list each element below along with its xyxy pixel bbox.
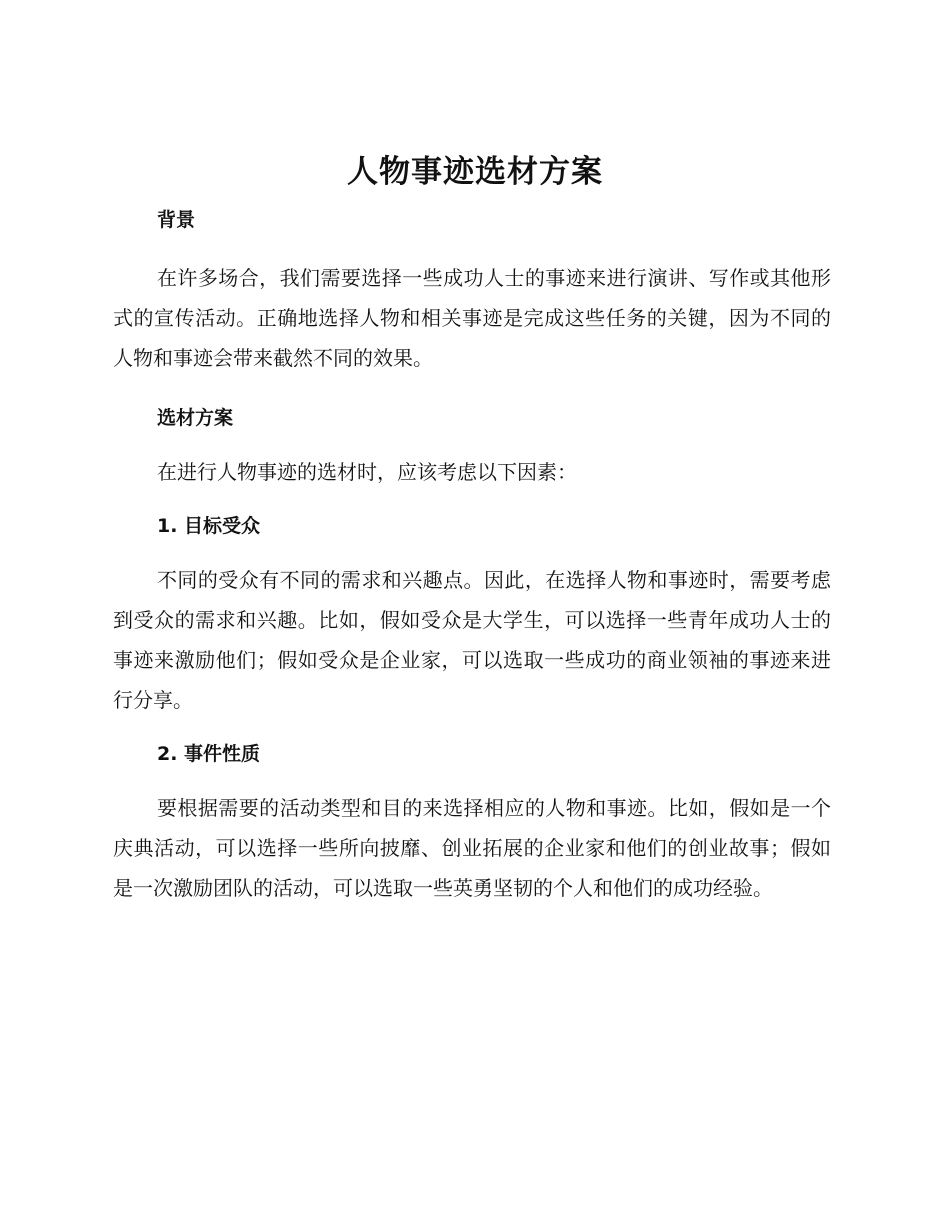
event-nature-paragraph: 要根据需要的活动类型和目的来选择相应的人物和事迹。比如，假如是一个庆典活动，可以选择一些所向披靡、创业拓展的企业家和他们的创业故事；假如是一次激励团队的活动，可以选取一些英勇坚韧的个人和他们的成功经验。 bbox=[113, 796, 831, 900]
background-paragraph: 在许多场合，我们需要选择一些成功人士的事迹来进行演讲、写作或其他形式的宣传活动。正确地选择人物和相关事迹是完成这些任务的关键，因为不同的人物和事迹会带来截然不同的效果。 bbox=[113, 266, 831, 370]
section-heading-background: 背景 bbox=[157, 209, 196, 231]
document-title: 人物事迹选材方案 bbox=[347, 154, 603, 190]
section-heading-target-audience: 1. 目标受众 bbox=[157, 515, 261, 537]
section-heading-plan: 选材方案 bbox=[157, 407, 234, 429]
section-event-nature bbox=[113, 736, 831, 908]
section-background bbox=[113, 202, 831, 378]
section-heading-event-nature: 2. 事件性质 bbox=[157, 743, 261, 765]
plan-intro-paragraph: 在进行人物事迹的选材时，应该考虑以下因素： bbox=[157, 460, 577, 484]
section-plan bbox=[113, 400, 831, 492]
section-target-audience bbox=[113, 508, 831, 720]
target-audience-paragraph: 不同的受众有不同的需求和兴趣点。因此，在选择人物和事迹时，需要考虑到受众的需求和兴趣。比如，假如受众是大学生，可以选择一些青年成功人士的事迹来激励他们；假如受众是企业家，可以选取一些成功的商业领袖的事迹来进行分享。 bbox=[113, 568, 831, 712]
document-body bbox=[113, 202, 831, 908]
